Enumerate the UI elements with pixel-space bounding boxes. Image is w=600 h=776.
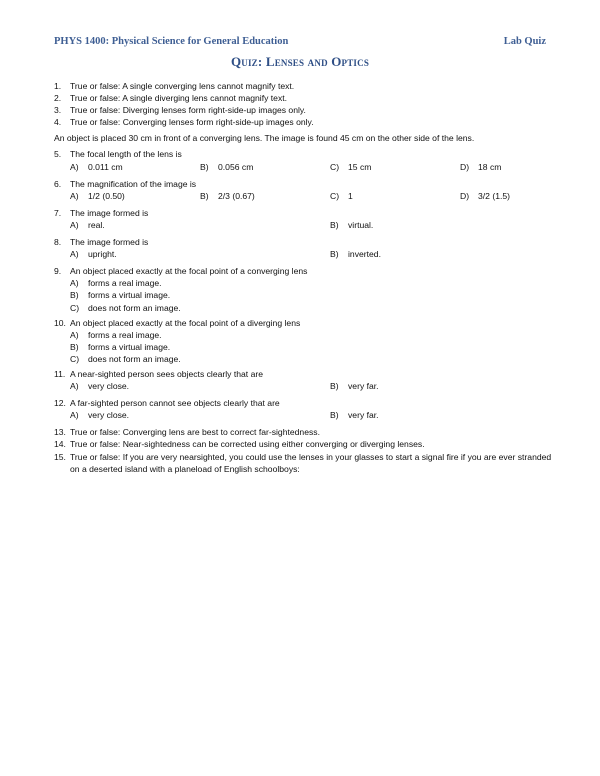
option-b bbox=[330, 380, 379, 392]
answer-options bbox=[54, 248, 554, 260]
question-text: True or false: Converging lens are best to correct far-sightedness. bbox=[70, 427, 320, 438]
option-a bbox=[70, 409, 330, 421]
question-6 bbox=[54, 178, 554, 190]
option-a bbox=[70, 219, 330, 231]
question-number: 9. bbox=[54, 266, 62, 277]
option-a bbox=[70, 190, 200, 202]
option-text: 18 cm bbox=[478, 161, 502, 172]
question-number: 3. bbox=[54, 105, 62, 116]
question-number: 2. bbox=[54, 93, 62, 104]
option-text: 2/3 (0.67) bbox=[218, 190, 255, 201]
option-a bbox=[70, 277, 554, 289]
question-text: A far-sighted person cannot see objects clearly that are bbox=[70, 398, 280, 409]
question-number: 13. bbox=[54, 427, 66, 438]
option-b bbox=[330, 219, 373, 231]
option-label: A) bbox=[70, 219, 79, 230]
option-text: 1 bbox=[348, 190, 353, 201]
answer-options bbox=[54, 329, 554, 365]
option-label: B) bbox=[70, 341, 79, 352]
question-text: True or false: A single diverging lens cannot magnify text. bbox=[70, 93, 288, 104]
option-text: virtual. bbox=[348, 219, 374, 230]
option-text: forms a real image. bbox=[88, 278, 162, 289]
option-label: B) bbox=[330, 410, 339, 421]
option-d bbox=[460, 190, 550, 202]
option-text: upright. bbox=[88, 249, 117, 260]
option-c bbox=[70, 302, 554, 314]
question-number: 14. bbox=[54, 439, 66, 450]
answer-options bbox=[54, 277, 554, 313]
option-label: B) bbox=[330, 381, 339, 392]
question-text: The image formed is bbox=[70, 237, 149, 248]
option-text: inverted. bbox=[348, 249, 381, 260]
question-1 bbox=[54, 80, 554, 92]
answer-options bbox=[54, 161, 554, 173]
question-number: 7. bbox=[54, 207, 62, 218]
option-label: A) bbox=[70, 190, 79, 201]
question-text: An object placed exactly at the focal point of a diverging lens bbox=[70, 317, 301, 328]
option-text: 0.011 cm bbox=[88, 161, 123, 172]
problem-stem: An object is placed 30 cm in front of a converging lens. The image is found 45 cm on the other side of the lens. bbox=[54, 133, 475, 144]
option-d bbox=[460, 161, 550, 173]
question-number: 10. bbox=[54, 317, 66, 328]
option-label: B) bbox=[200, 161, 209, 172]
quiz-content bbox=[54, 80, 554, 475]
option-label: A) bbox=[70, 381, 79, 392]
option-b bbox=[200, 190, 330, 202]
option-label: D) bbox=[460, 161, 470, 172]
option-text: forms a virtual image. bbox=[88, 341, 171, 352]
question-9 bbox=[54, 265, 554, 277]
course-title: PHYS 1400: Physical Science for General Education bbox=[54, 36, 289, 47]
answer-options bbox=[54, 380, 554, 392]
option-text: does not form an image. bbox=[88, 302, 181, 313]
question-number: 6. bbox=[54, 178, 62, 189]
question-text: The focal length of the lens is bbox=[70, 149, 182, 160]
question-text: True or false: A single converging lens cannot magnify text. bbox=[70, 81, 295, 91]
option-label: A) bbox=[70, 329, 79, 340]
option-b bbox=[200, 161, 330, 173]
question-text: True or false: Converging lenses form right-side-up images only. bbox=[70, 117, 314, 128]
question-11 bbox=[54, 368, 554, 380]
question-10 bbox=[54, 317, 554, 329]
option-text: very far. bbox=[348, 381, 379, 392]
option-a bbox=[70, 248, 330, 260]
question-text: True or false: Near-sightedness can be corrected using either converging or diverging lenses. bbox=[70, 439, 425, 450]
page-header bbox=[54, 36, 546, 50]
option-c bbox=[330, 190, 460, 202]
question-8 bbox=[54, 236, 554, 248]
option-text: 0.056 cm bbox=[218, 161, 254, 172]
question-14 bbox=[54, 438, 554, 450]
question-15 bbox=[54, 451, 554, 475]
answer-options bbox=[54, 409, 554, 421]
question-text: True or false: Diverging lenses form right-side-up images only. bbox=[70, 105, 306, 116]
option-label: D) bbox=[460, 190, 470, 201]
question-number: 11. bbox=[54, 368, 66, 379]
option-label: B) bbox=[200, 190, 209, 201]
option-b bbox=[70, 341, 554, 353]
question-number: 1. bbox=[54, 81, 62, 91]
question-text: The image formed is bbox=[70, 207, 149, 218]
question-text: The magnification of the image is bbox=[70, 178, 197, 189]
option-text: real. bbox=[88, 219, 105, 230]
question-number: 15. bbox=[54, 451, 66, 462]
option-label: A) bbox=[70, 278, 79, 289]
question-number: 4. bbox=[54, 117, 62, 128]
option-label: B) bbox=[330, 219, 339, 230]
option-c bbox=[70, 353, 554, 365]
option-label: A) bbox=[70, 410, 79, 421]
option-label: A) bbox=[70, 249, 79, 260]
answer-options bbox=[54, 190, 554, 202]
option-label: B) bbox=[330, 249, 339, 260]
option-text: 1/2 (0.50) bbox=[88, 190, 125, 201]
option-text: 15 cm bbox=[348, 161, 372, 172]
page-title: Quiz: Lenses and Optics bbox=[230, 54, 370, 69]
option-b bbox=[70, 289, 554, 301]
option-a bbox=[70, 329, 554, 341]
option-text: very close. bbox=[88, 381, 130, 392]
question-12 bbox=[54, 397, 554, 409]
option-a bbox=[70, 380, 330, 392]
quiz-type: Lab Quiz bbox=[503, 36, 546, 47]
question-5 bbox=[54, 148, 554, 160]
question-number: 12. bbox=[54, 398, 66, 409]
question-text: True or false: If you are very nearsighted, you could use the lenses in your glasses to start a signal fire if you are ever stranded on a deserted island with a planeload of English schoolboys: bbox=[70, 451, 552, 474]
question-number: 8. bbox=[54, 237, 62, 248]
question-2 bbox=[54, 92, 554, 104]
option-a bbox=[70, 161, 200, 173]
option-label: A) bbox=[70, 161, 79, 172]
option-label: C) bbox=[70, 353, 80, 364]
question-13 bbox=[54, 426, 554, 438]
question-7 bbox=[54, 207, 554, 219]
option-text: does not form an image. bbox=[88, 353, 181, 364]
option-text: 3/2 (1.5) bbox=[478, 190, 511, 201]
option-text: forms a virtual image. bbox=[88, 290, 171, 301]
option-text: very close. bbox=[88, 410, 130, 421]
option-text: very far. bbox=[348, 410, 379, 421]
answer-options bbox=[54, 219, 554, 231]
question-text: An object placed exactly at the focal point of a converging lens bbox=[70, 266, 308, 277]
question-number: 5. bbox=[54, 149, 62, 160]
option-c bbox=[330, 161, 460, 173]
option-label: C) bbox=[330, 190, 340, 201]
option-b bbox=[330, 409, 379, 421]
option-text: forms a real image. bbox=[88, 329, 162, 340]
option-label: B) bbox=[70, 290, 79, 301]
option-label: C) bbox=[70, 302, 80, 313]
question-4 bbox=[54, 116, 554, 128]
question-text: A near-sighted person sees objects clearly that are bbox=[70, 368, 263, 379]
question-3 bbox=[54, 104, 554, 116]
option-label: C) bbox=[330, 161, 340, 172]
option-b bbox=[330, 248, 381, 260]
